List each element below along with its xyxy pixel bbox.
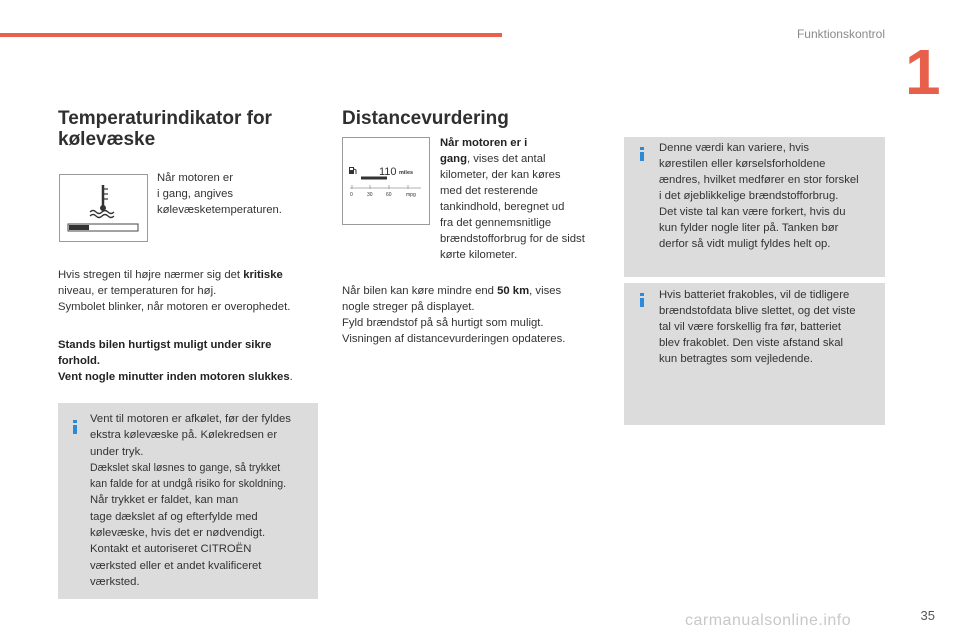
note-line: blev frakoblet. Den viste afstand skal [659,337,843,349]
coolant-warning-line: forhold. [58,355,101,367]
info-line: Dækslet skal løsnes to gange, så trykket [90,461,281,474]
note-box-variation [624,137,885,277]
fuel-display-figure [342,137,430,225]
coolant-gauge-fill [69,225,89,230]
coolant-intro-line: kølevæsketemperaturen. [157,204,282,216]
note-line: kørestilen eller kørselsforholdene [659,158,826,170]
note-line: i det øjeblikkelige brændstofforbrug. [659,190,839,202]
section-title: Funktionskontrol [796,27,885,41]
info-icon [640,293,644,307]
distance-intro-text: brændstofforbrug for de sidst [440,233,585,245]
distance-title [342,108,602,129]
distance-intro [440,135,620,263]
distance-low-bold: 50 km [497,285,530,297]
distance-low-text: Når bilen kan køre mindre end [342,285,498,297]
coolant-title [58,108,318,150]
coolant-intro [157,170,317,218]
distance-intro-text: , vises det antal [467,153,546,165]
note-line: Denne værdi kan variere, hvis [659,142,810,154]
note-line: derfor så vidt muligt fyldes helt op. [659,238,831,250]
note-line: brændstofdata blive slettet, og det viste [659,305,856,317]
note-line: kun betragtes som vejledende. [659,353,813,365]
coolant-warning-line: Stands bilen hurtigst muligt under sikre [58,339,272,351]
distance-title-text: Distancevurdering [342,108,509,129]
distance-intro-text: med det resterende [440,185,538,197]
scale-tick-label: mpg [406,192,416,198]
coolant-warning [58,337,328,385]
coolant-desc-bold: kritiske [243,269,283,281]
note-variation-text [659,140,885,252]
coolant-warning-line: Vent nogle minutter inden motoren slukkes [58,371,290,383]
info-icon [640,147,644,161]
coolant-desc-text: niveau, er temperaturen for høj. [58,285,217,297]
note-line: Hvis batteriet frakobles, vil de tidligere [659,289,850,301]
info-line: Kontakt et autoriseret CITROËN [90,543,252,556]
distance-low-text: , vises [529,285,562,297]
coolant-title-line2: kølevæske [58,129,156,150]
note-line: tal vil være forskellig fra før, batteriet [659,321,842,333]
scale-tick-label: 0 [350,192,353,198]
distance-low-text: nogle streger på displayet. [342,301,475,313]
coolant-info-text [90,411,318,590]
coolant-gauge-figure [59,174,148,242]
info-line: Vent til motoren er afkølet, før der fyldes [90,413,291,425]
info-line: Når trykket er faldet, kan man [90,494,239,507]
coolant-info-box [58,403,318,599]
coolant-desc-text: Hvis stregen til højre nærmer sig det [58,269,244,281]
distance-intro-bold: Når motoren er i [440,137,528,149]
coolant-intro-line: i gang, angives [157,188,233,200]
info-line: værksted. [90,575,140,588]
page-number: 35 [920,608,935,623]
header-accent-bar [0,33,502,37]
info-line: kan falde for at undgå risiko for skoldning. [90,478,287,491]
coolant-title-line1: Temperaturindikator for [58,108,272,129]
coolant-intro-line: Når motoren er [157,172,233,184]
chapter-number: 1 [905,36,941,108]
distance-intro-text: tankindhold, beregnet ud [440,201,565,213]
info-line: ekstra kølevæske på. Kølekredsen er [90,429,278,442]
distance-intro-text: fra det gennemsnitlige [440,217,552,229]
note-line: Det viste tal kan være forkert, hvis du [659,206,846,218]
distance-low-text: Fyld brændstof på så hurtigt som muligt. [342,317,544,329]
distance-low-range [342,283,612,347]
distance-intro-bold: gang [440,153,467,165]
scale-tick-label: 60 [386,192,392,198]
note-line: kun fylder nogle liter på. Tanken bør [659,222,839,234]
watermark: carmanualsonline.info [685,612,852,629]
info-line: tage dækslet af og efterfylde med [90,510,258,523]
range-value: 110 [379,166,397,178]
note-line: ændres, hvilket medfører en stor forskel [659,174,859,186]
scale-tick-label: 30 [367,192,373,198]
range-unit: miles [399,170,414,176]
distance-low-text: Visningen af distancevurderingen opdateres. [342,333,566,345]
coolant-description [58,267,328,315]
info-line: værksted eller et andet kvalificeret [90,559,262,572]
coolant-desc-text: Symbolet blinker, når motoren er overophedet. [58,301,291,313]
fuel-pump-icon [349,167,356,174]
distance-intro-text: kørte kilometer. [440,249,518,261]
coolant-gauge-svg [60,175,147,241]
coolant-warning-end: . [289,371,293,383]
info-icon [73,420,77,434]
info-line: kølevæske, hvis det er nødvendigt. [90,527,266,540]
note-battery-text [659,287,885,367]
fuel-display-svg [343,138,429,224]
note-box-battery [624,283,885,425]
distance-intro-text: kilometer, der kan køres [440,169,561,181]
info-line: under tryk. [90,445,144,458]
thermometer-icon [90,185,114,218]
